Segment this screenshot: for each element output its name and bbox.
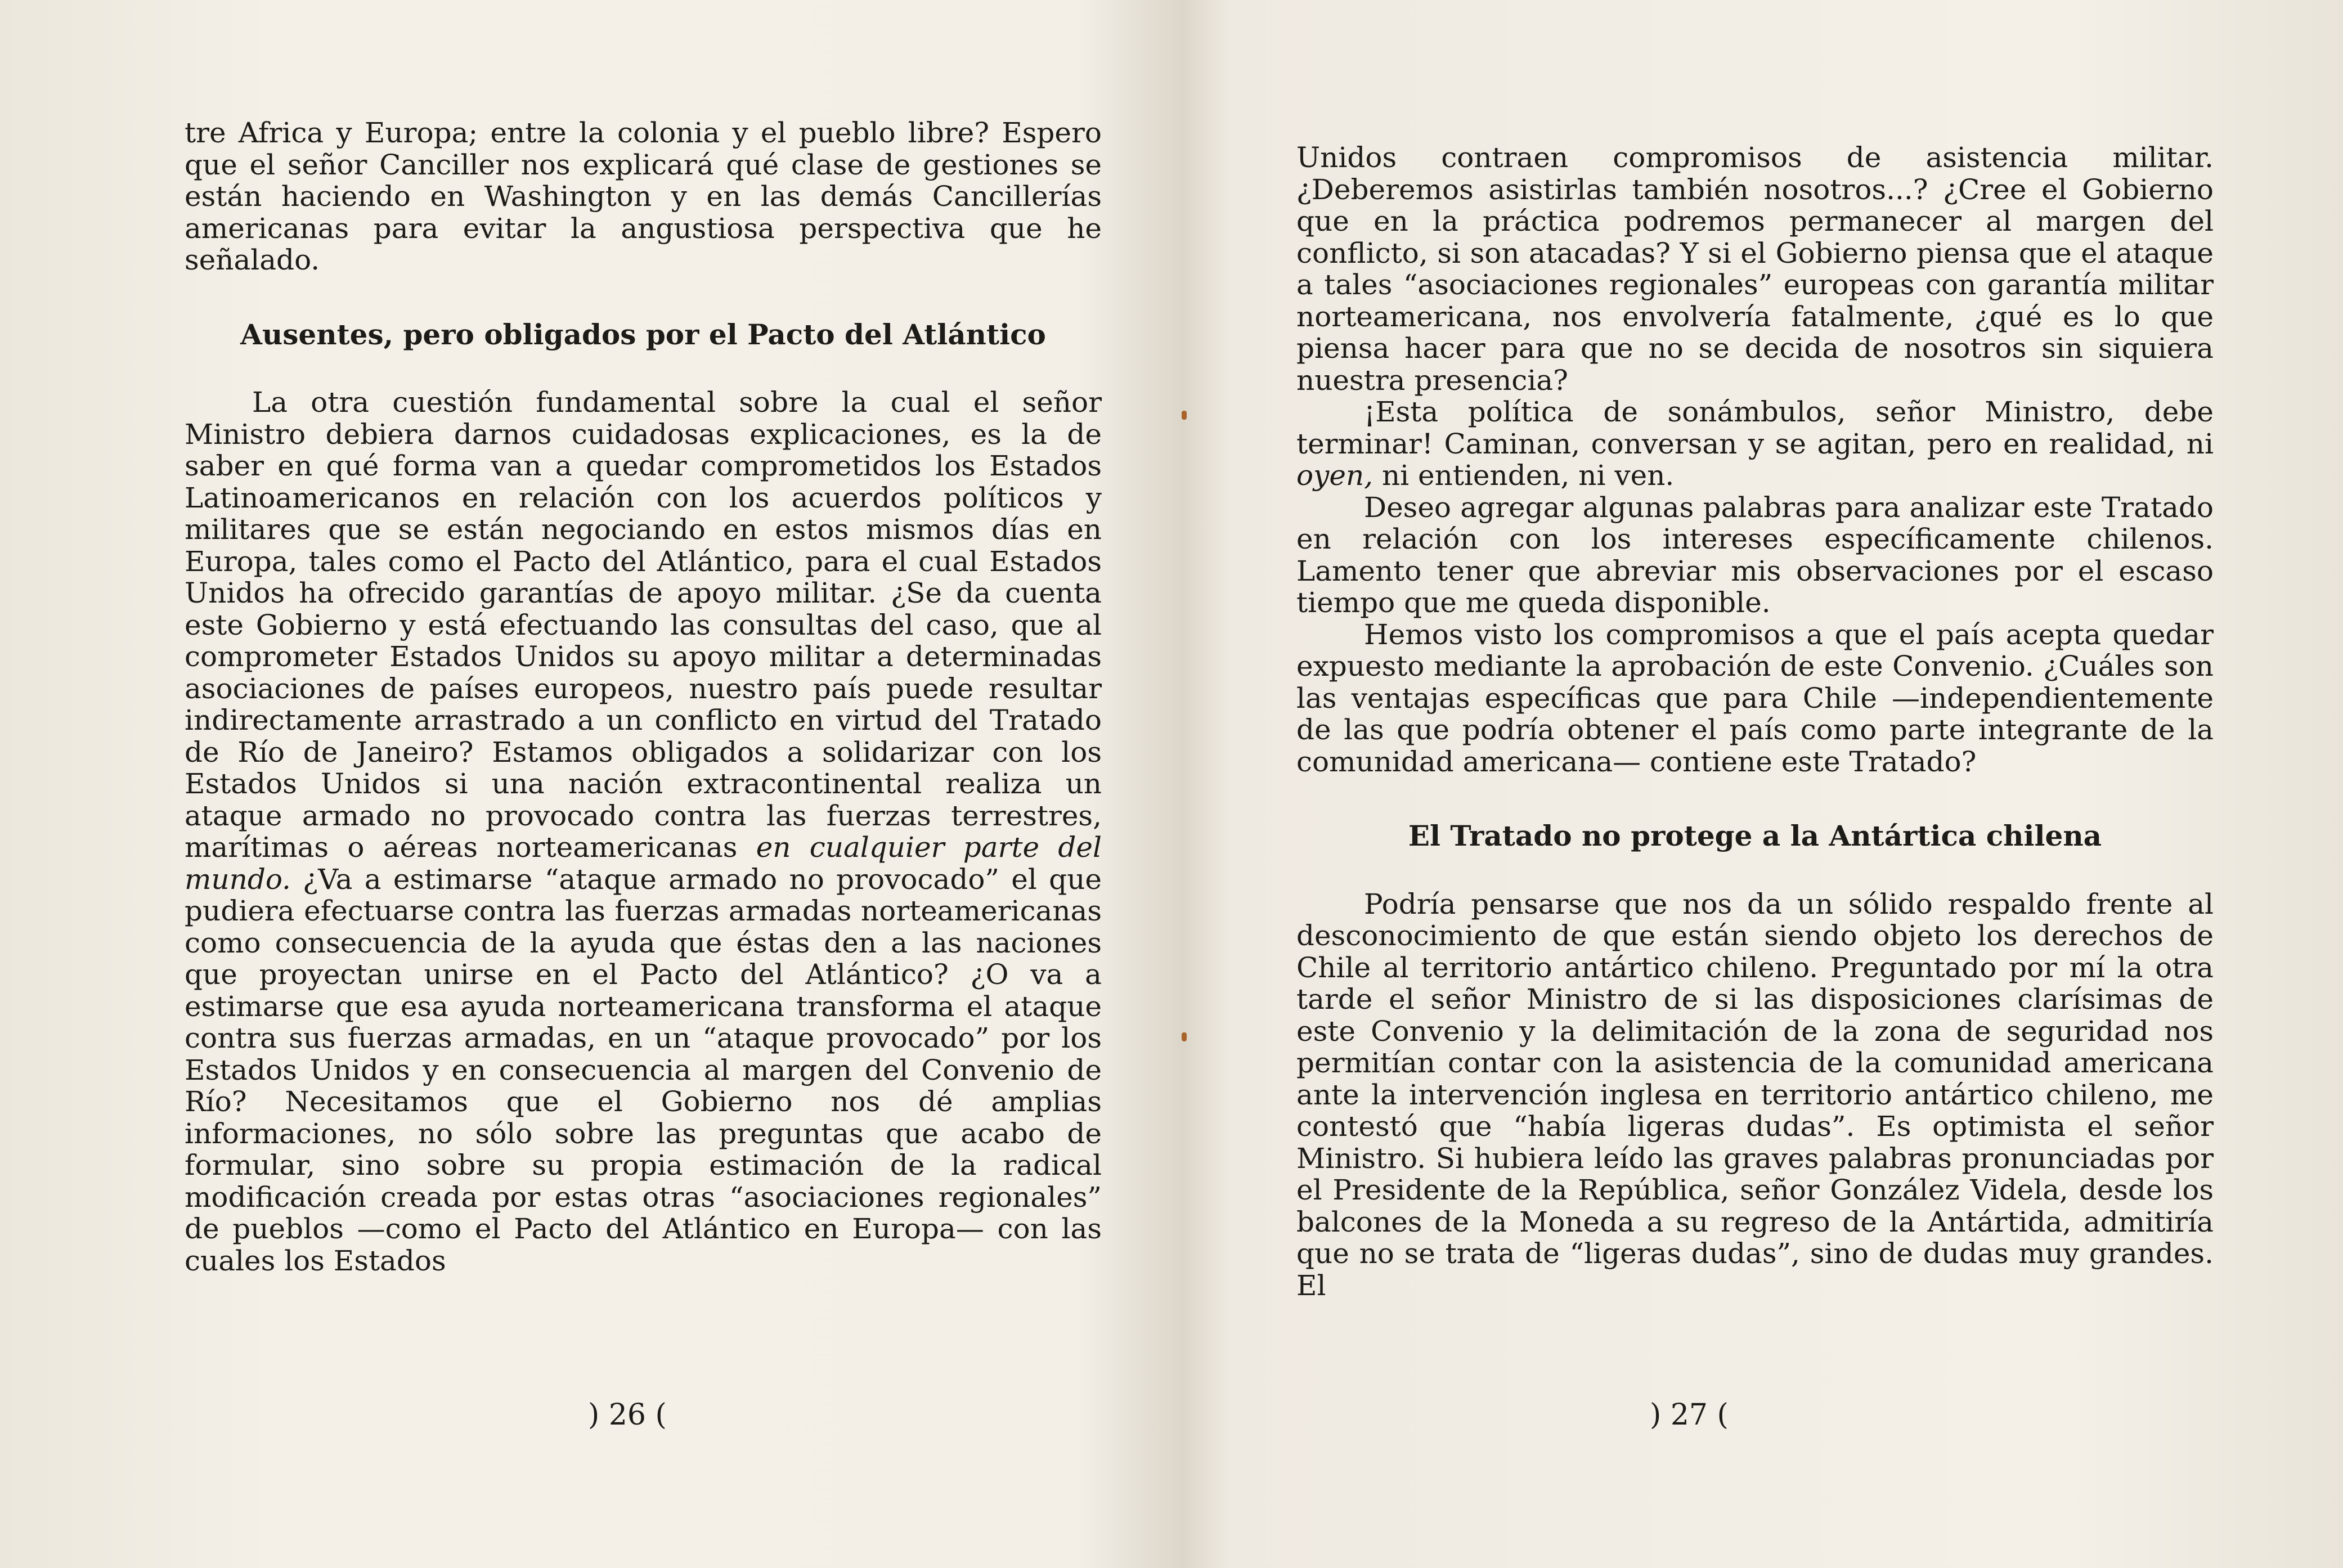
paragraph: La otra cuestión fundamental sobre la cual el señor Ministro debiera darnos cuidadosas explicaciones, es la de saber en qué forma van a quedar comprometidos los Estados Latinoamericanos en relación con los acuerdos políticos y militares que se están negociando en estos mismos días en Europa, tales como el Pacto del Atlántico, para el cual Estados Unidos ha ofrecido garantías de apoyo militar. ¿Se da cuenta este Gobierno y está efectuando las consultas del caso, que al comprometer Estados Unidos su apoyo militar a determinadas asociaciones de países europeos, nuestro país puede resultar indirectamente arrastrado a un conflicto en virtud del Tratado de Río de Janeiro? Estamos obligados a solidarizar con los Estados Unidos si una nación extracontinental realiza un ataque armado no provocado contra las fuerzas terrestres, marítimas o aéreas norteamericanas en cualquier parte del mundo. ¿Va a estimarse “ataque armado no provocado” el que pudiera efectuarse contra las fuerzas armadas norteamericanas como consecuencia de la ayuda que éstas den a las naciones que proyectan unirse en el Pacto del Atlántico? ¿O va a estimarse que esa ayuda norteamericana transforma el ataque contra sus fuerzas armadas, en un “ataque provocado” por los Estados Unidos y en consecuencia al margen del Convenio de Río? Necesitamos que el Gobierno nos dé amplias informaciones, no sólo sobre las preguntas que acabo de formular, sino sobre su propia estimación de la radical modificación creada por estas otras “asociaciones regionales” de pueblos —como el Pacto del Atlántico en Europa— con las cuales los Estados	[185, 386, 1102, 1277]
staple-mark	[1182, 1032, 1187, 1041]
right-page-text	[1296, 142, 2214, 1301]
section-heading: El Tratado no protege a la Antártica chilena	[1408, 819, 2102, 852]
paragraph: Hemos visto los compromisos a que el país acepta quedar expuesto mediante la aprobación de este Convenio. ¿Cuáles son las ventajas específicas que para Chile —independientemente de las que podría obtener el país como parte integrante de la comunidad americana— contiene este Tratado?	[1296, 618, 2214, 778]
italic-phrase: en cualquier parte del mundo.	[185, 831, 1102, 896]
left-page-text	[185, 117, 1102, 1277]
paragraph: Deseo agregar algunas palabras para analizar este Tratado en relación con los intereses específicamente chilenos. Lamento tener que abreviar mis observaciones por el escaso tiempo que me queda disponible.	[1296, 491, 2214, 619]
paragraph: Unidos contraen compromisos de asistencia militar. ¿Deberemos asistirlas también nosotros...? ¿Cree el Gobierno que en la práctica podremos permanecer al margen del conflicto, si son atacadas? Y si el Gobierno piensa que el ataque a tales “asociaciones regionales” europeas con garantía militar norteamericana, nos envolvería fatalmente, ¿qué es lo que piensa hacer para que no se decida de nosotros sin siquiera nuestra presencia?	[1296, 141, 2214, 397]
page-number: ) 27 (	[1650, 1398, 1729, 1432]
italic-word: oyen,	[1296, 459, 1374, 492]
right-page	[1172, 0, 2343, 1568]
paragraph: Podría pensarse que nos da un sólido respaldo frente al desconocimiento de que están siendo objeto los derechos de Chile al territorio antártico chileno. Preguntado por mí la otra tarde el señor Ministro de si las disposiciones clarísimas de este Convenio y la delimitación de la zona de seguridad nos permitían contar con la asistencia de la comunidad americana ante la intervención inglesa en territorio antártico chileno, me contestó que “había ligeras dudas”. Es optimista el señor Ministro. Si hubiera leído las graves palabras pronunciadas por el Presidente de la República, señor González Videla, desde los balcones de la Moneda a su regreso de la Antártida, admitiría que no se trata de “ligeras dudas”, sino de dudas muy grandes. El	[1296, 887, 2214, 1302]
section-heading: Ausentes, pero obligados por el Pacto del Atlántico	[240, 317, 1046, 351]
staple-mark	[1182, 411, 1187, 420]
paragraph: tre Africa y Europa; entre la colonia y el pueblo libre? Espero que el señor Canciller nos explicará qué clase de gestiones se están haciendo en Washington y en las demás Cancillerías americanas para evitar la angustiosa perspectiva que he señalado.	[185, 116, 1102, 276]
paragraph: ¡Esta política de sonámbulos, señor Ministro, debe terminar! Caminan, conversan y se agitan, pero en realidad, ni oyen, ni entienden, ni ven.	[1296, 396, 2214, 492]
page-number: ) 26 (	[588, 1398, 667, 1432]
